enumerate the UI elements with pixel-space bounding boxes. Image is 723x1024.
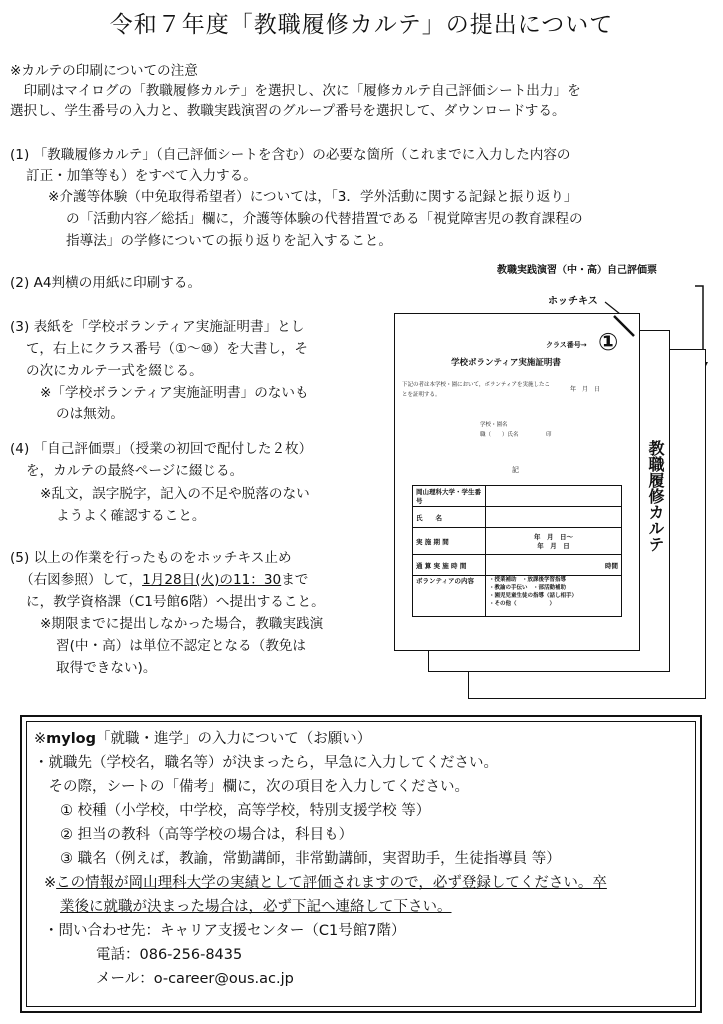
item1-note3: 指導法」の学修についての振り返りを記入すること。 xyxy=(66,233,392,249)
cert-text1: 下記の者は本学校・園において，ボランティアを実施したこ xyxy=(402,382,550,388)
cert-row-value xyxy=(486,507,622,528)
item1-line1: (1) 「教職履修カルテ」（自己評価シートを含む）の必要な箇所（これまでに入力した内容の xyxy=(10,147,571,163)
printing-notice-heading: ※カルテの印刷についての注意 xyxy=(10,63,198,79)
printing-notice-line2: 選択し、学生番号の入力と、教職実践演習のグループ番号を選択して、ダウンロードする。 xyxy=(10,103,566,119)
cert-row-value: 時間 xyxy=(486,555,622,576)
item4-note2: ようよく確認すること。 xyxy=(56,508,206,524)
mylog-mail: メール：o-career@ous.ac.jp xyxy=(96,971,294,987)
mylog-phone: 電話：086-256-8435 xyxy=(96,947,243,963)
cert-position-name: 職（ ）氏名 印 xyxy=(480,432,552,438)
item3-note2: のは無効。 xyxy=(56,406,124,422)
item1-note2: の「活動内容／総括」欄に，介護等体験の代替措置である「視覚障害児の教育課程の xyxy=(66,211,583,227)
mylog-line6 xyxy=(44,872,607,894)
cert-title: 学校ボランティア実施証明書 xyxy=(451,358,561,368)
cert-date: 年 月 日 xyxy=(570,386,601,393)
item3-line3: の次にカルテ一式を綴じる。 xyxy=(26,363,203,379)
item5-line3: に，教学資格課（C1号館6階）へ提出すること。 xyxy=(26,594,325,610)
table-row xyxy=(413,576,622,617)
item1-note1: ※介護等体験（中免取得希望者）については，「3．学外活動に関する記録と振り返り」 xyxy=(48,189,578,205)
item5-note1: ※期限までに提出しなかった場合，教職実践演 xyxy=(40,616,324,632)
self-eval-label: 教職実践演習（中・高）自己評価票 xyxy=(497,265,657,276)
class-no-label: クラス番号→ xyxy=(546,341,587,349)
cert-row-value: 年 月 日～ 年 月 日 xyxy=(486,528,622,555)
item5-line2 xyxy=(20,569,308,591)
table-row xyxy=(413,486,622,507)
item5-note3: 取得できない)。 xyxy=(56,660,157,676)
mylog-heading-bold: mylog xyxy=(46,731,97,747)
page-title: 令和７年度「教職履修カルテ」の提出について xyxy=(109,12,614,38)
cert-row-value: ・授業補助 ・放課後学習指導 ・教諭の手伝い ・部活動補助 ・園児児童生徒の指導（話し相手） ・その他（ ） xyxy=(486,576,622,617)
item3-line2: て，右上にクラス番号（①～⑩）を大書し，そ xyxy=(26,341,308,357)
karte-label: 教職履修カルテ xyxy=(646,440,665,552)
cert-school-name: 学校・園名 xyxy=(480,422,508,428)
item4-line1: (4) 「自己評価票」（授業の初回で配付した２枚） xyxy=(10,441,313,457)
cert-ki: 記 xyxy=(512,466,519,474)
mylog-line6-mark: ※ xyxy=(44,875,57,891)
table-row xyxy=(413,555,622,576)
class-no: ① xyxy=(598,328,619,356)
table-row xyxy=(413,528,622,555)
mylog-line4: ② 担当の教科（高等学校の場合は，科目も） xyxy=(60,827,354,843)
mylog-line7: 業後に就職が決まった場合は，必ず下記へ連絡して下さい。 xyxy=(60,899,452,915)
cert-text2: とを証明する。 xyxy=(402,392,441,398)
mylog-line6-text: この情報が岡山理科大学の実績として評価されますので，必ず登録してください。卒 xyxy=(56,875,607,891)
cert-row-label: 通 算 実 施 時 間 xyxy=(413,555,486,576)
mylog-line5: ③ 職名（例えば，教諭，常勤講師，非常勤講師，実習助手，生徒指導員 等） xyxy=(60,851,561,867)
mylog-line2: その際，シートの「備考」欄に，次の項目を入力してください。 xyxy=(34,779,469,795)
cert-row-label: ボランティアの内容 xyxy=(413,576,486,617)
item4-note1: ※乱文，誤字脱字，記入の不足や脱落のない xyxy=(40,486,310,502)
mylog-heading-rest: 「就職・進学」の入力について（お願い） xyxy=(96,731,372,747)
item4-line2: を，カルテの最終ページに綴じる。 xyxy=(26,463,244,479)
mylog-heading-mark: ※ xyxy=(34,731,47,747)
mylog-heading xyxy=(34,728,371,750)
cert-table xyxy=(412,485,622,617)
stapler-label: ホッチキス xyxy=(548,296,598,307)
printing-notice-line1: 印刷はマイログの「教職履修カルテ」を選択し、次に「履修カルテ自己評価シート出力」を xyxy=(10,83,581,99)
table-row xyxy=(413,507,622,528)
deadline: 1月28日(火)の11：30 xyxy=(142,572,282,588)
item5-line2-pre: （右図参照）して， xyxy=(20,572,143,588)
mylog-line1: ・就職先（学校名，職名等）が決まったら，早急に入力してください。 xyxy=(34,755,498,771)
cert-row-value xyxy=(486,486,622,507)
item2: (2) A4判横の用紙に印刷する。 xyxy=(10,275,202,291)
cert-row-label: 岡山理科大学・学生番号 xyxy=(413,486,486,507)
item3-line1: (3) 表紙を「学校ボランティア実施証明書」とし xyxy=(10,319,305,335)
item5-line1: (5) 以上の作業を行ったものをホッチキス止め xyxy=(10,550,292,566)
item1-line2: 訂正・加筆等も）をすべて入力する。 xyxy=(26,168,257,184)
item5-line2-post: まで xyxy=(281,572,309,588)
cert-row-label: 氏 名 xyxy=(413,507,486,528)
mylog-line3: ① 校種（小学校，中学校，高等学校，特別支援学校 等） xyxy=(60,803,431,819)
mylog-line8: ・問い合わせ先：キャリア支援センター（C1号館7階） xyxy=(44,923,406,939)
cert-row-label: 実 施 期 間 xyxy=(413,528,486,555)
item5-note2: 習(中・高）は単位不認定となる（教免は xyxy=(56,638,306,654)
item3-note1: ※「学校ボランティア実施証明書」のないも xyxy=(40,385,309,401)
